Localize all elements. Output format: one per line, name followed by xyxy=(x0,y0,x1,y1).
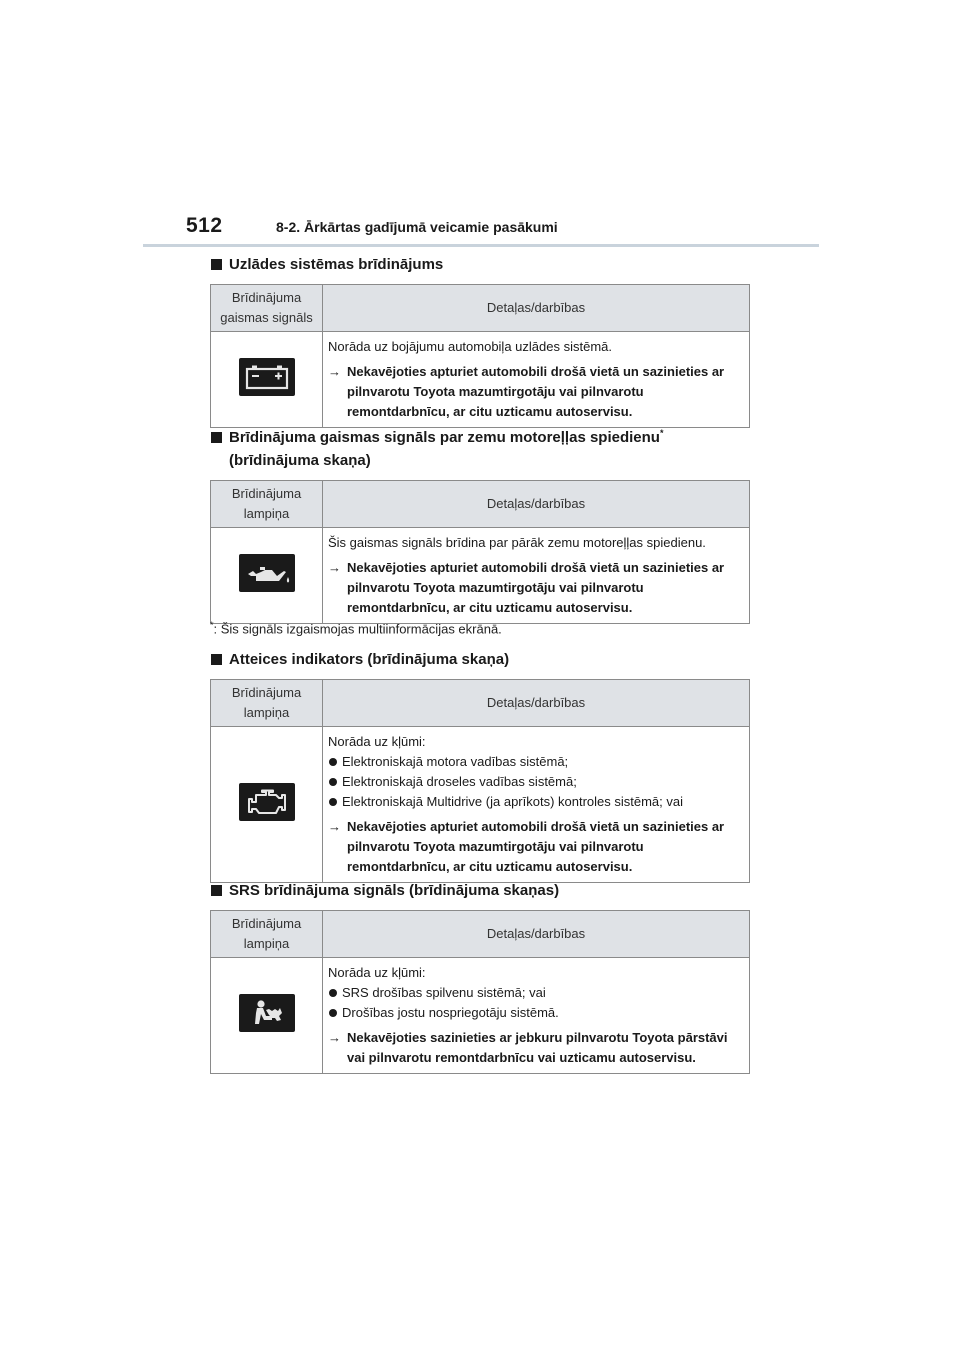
footnote xyxy=(210,620,502,636)
section-heading xyxy=(210,426,750,472)
footnote-text: : Šis signāls izgaismojas multiinformācijas ekrānā. xyxy=(213,621,502,637)
check-engine-icon xyxy=(239,783,295,821)
section-heading xyxy=(210,253,750,276)
warning-table xyxy=(210,679,750,883)
column-header-icon: Brīdinājuma lampiņa xyxy=(211,680,323,727)
action-text: Nekavējoties apturiet automobili drošā vietā un sazinieties ar pilnvarotu Toyota mazumtirgotāju vai pilnvarotu remontdarbnīcu, ar citu uzticamu autoservisu. xyxy=(347,364,725,419)
icon-cell xyxy=(211,958,323,1074)
warning-table xyxy=(210,480,750,624)
list-item: Elektroniskajā motora vadības sistēmā; xyxy=(328,752,743,772)
details-cell xyxy=(323,727,750,883)
section-heading-text: Uzlādes sistēmas brīdinājums xyxy=(229,256,444,273)
warning-table xyxy=(210,910,750,1074)
section-marker xyxy=(211,259,222,270)
battery-icon xyxy=(239,358,295,396)
details-cell xyxy=(323,958,750,1074)
oil-pressure-icon xyxy=(239,554,295,592)
action-text: Nekavējoties apturiet automobili drošā vietā un sazinieties ar pilnvarotu Toyota mazumtirgotāju vai pilnvarotu remontdarbnīcu, ar citu uzticamu autoservisu. xyxy=(347,819,725,874)
section-marker xyxy=(211,432,222,443)
arrow-icon: → xyxy=(328,819,341,834)
arrow-icon: → xyxy=(328,1030,341,1045)
section-heading-subtext: (brīdinājuma skaņa) xyxy=(229,452,371,469)
details-intro: Norāda uz bojājumu automobiļa uzlādes sistēmā. xyxy=(328,339,612,354)
details-intro: Norāda uz kļūmi: xyxy=(328,965,426,980)
arrow-icon: → xyxy=(328,364,341,379)
section-heading-text: Brīdinājuma gaismas signāls par zemu motoreļļas spiedienu xyxy=(229,429,660,446)
airbag-icon xyxy=(239,994,295,1032)
list-item: Elektroniskajā droseles vadības sistēmā; xyxy=(328,772,743,792)
icon-cell xyxy=(211,332,323,428)
warning-table xyxy=(210,284,750,428)
section-marker xyxy=(211,654,222,665)
page-number: 512 xyxy=(186,214,223,237)
action-text: Nekavējoties sazinieties ar jebkuru pilnvarotu Toyota pārstāvi vai pilnvarotu remontdarbnīcu vai uzticamu autoservisu. xyxy=(347,1030,728,1065)
section-heading-text: Atteices indikators (brīdinājuma skaņa) xyxy=(229,651,510,668)
action-instruction xyxy=(328,362,743,422)
details-cell xyxy=(323,528,750,624)
list-item: Elektroniskajā Multidrive (ja aprīkots) kontroles sistēmā; vai xyxy=(328,792,743,812)
section-heading xyxy=(210,648,750,671)
icon-cell xyxy=(211,727,323,883)
section-srs-warning xyxy=(210,879,750,1074)
action-instruction xyxy=(328,817,743,877)
column-header-details: Detaļas/darbības xyxy=(323,680,750,727)
section-oil-pressure-warning xyxy=(210,426,750,624)
arrow-icon: → xyxy=(328,560,341,575)
column-header-details: Detaļas/darbības xyxy=(323,911,750,958)
list-item: Drošības jostu nospriegotāju sistēmā. xyxy=(328,1003,743,1023)
list-item: SRS drošības spilvenu sistēmā; vai xyxy=(328,983,743,1003)
column-header-details: Detaļas/darbības xyxy=(323,285,750,332)
section-heading xyxy=(210,879,750,902)
chapter-title: 8-2. Ārkārtas gadījumā veicamie pasākumi xyxy=(276,219,558,235)
column-header-icon: Brīdinājuma lampiņa xyxy=(211,481,323,528)
action-instruction xyxy=(328,1028,743,1068)
icon-cell xyxy=(211,528,323,624)
section-heading-text: SRS brīdinājuma signāls (brīdinājuma skaņas) xyxy=(229,882,560,899)
action-instruction xyxy=(328,558,743,618)
column-header-details: Detaļas/darbības xyxy=(323,481,750,528)
footnote-mark: * xyxy=(659,428,664,438)
section-malfunction-indicator xyxy=(210,648,750,883)
column-header-icon: Brīdinājuma lampiņa xyxy=(211,911,323,958)
action-text: Nekavējoties apturiet automobili drošā vietā un sazinieties ar pilnvarotu Toyota mazumtirgotāju vai pilnvarotu remontdarbnīcu, ar citu uzticamu autoservisu. xyxy=(347,560,725,615)
column-header-icon: Brīdinājuma gaismas signāls xyxy=(211,285,323,332)
details-intro: Norāda uz kļūmi: xyxy=(328,734,426,749)
footnote-mark: * xyxy=(210,620,214,630)
details-cell xyxy=(323,332,750,428)
header-divider xyxy=(143,244,819,247)
details-intro: Šis gaismas signāls brīdina par pārāk zemu motoreļļas spiedienu. xyxy=(328,535,706,550)
section-charging-warning xyxy=(210,253,750,428)
section-marker xyxy=(211,885,222,896)
